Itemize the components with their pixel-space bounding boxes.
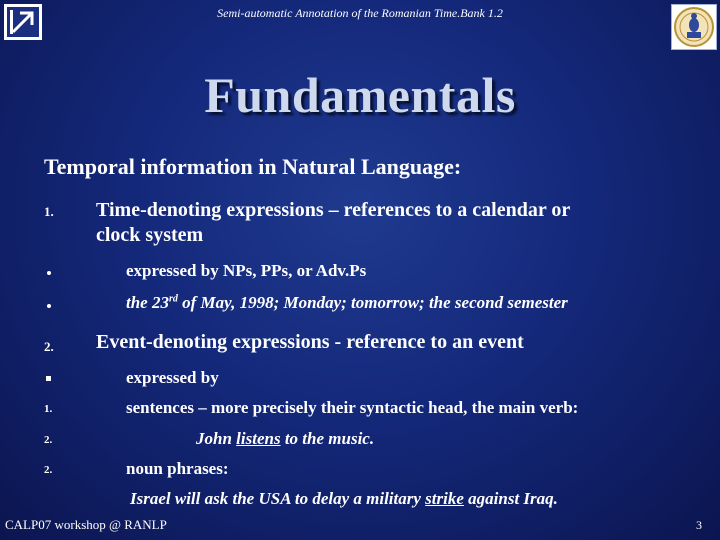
list-marker-2-2: 2. xyxy=(44,464,53,476)
page-number: 3 xyxy=(696,518,702,532)
item1-sub2-post: of May, 1998; Monday; tomorrow; the second semester xyxy=(177,293,568,312)
slide-title: Fundamentals xyxy=(204,67,516,123)
example2-underlined: strike xyxy=(425,489,464,508)
list-marker-2: 2. xyxy=(44,339,54,354)
university-seal-icon xyxy=(671,4,717,50)
example2-pre: Israel will ask the USA to delay a military xyxy=(130,489,426,508)
item1-sub2 xyxy=(126,293,706,313)
example1 xyxy=(196,429,720,449)
example1-post: to the music. xyxy=(280,429,375,448)
item2-sub-2-text: noun phrases: xyxy=(126,459,229,478)
item2-sub: expressed by xyxy=(126,368,219,387)
list-marker-1: 1. xyxy=(44,204,54,219)
running-title: Semi-automatic Annotation of the Romanian Time.Bank 1.2 xyxy=(217,6,503,20)
slide-subtitle: Temporal information in Natural Language: xyxy=(44,154,462,179)
item1-sub2-pre: the 23 xyxy=(126,293,169,312)
bullet-dot-icon xyxy=(47,271,51,275)
item2-text: Event-denoting expressions - reference to an event xyxy=(96,331,524,353)
item1-line2: clock system xyxy=(96,224,204,246)
footer-venue: CALP07 workshop @ RANLP xyxy=(5,517,167,532)
item1-sub2-sup: rd xyxy=(168,293,178,305)
list-marker-example1: 2. xyxy=(44,434,53,446)
bullet-square-icon xyxy=(46,376,51,381)
item2-sub-1-text: sentences – more precisely their syntactic head, the main verb: xyxy=(126,398,579,417)
list-marker-2-1: 1. xyxy=(44,403,53,415)
example2-post: against Iraq. xyxy=(463,489,558,508)
item1-text xyxy=(96,198,696,248)
item1-line1: Time-denoting expressions – references to a calendar or xyxy=(96,199,571,221)
bullet-dot-icon xyxy=(47,304,51,308)
example1-underlined: listens xyxy=(236,429,281,448)
example1-pre: John xyxy=(196,429,237,448)
example2 xyxy=(130,489,710,509)
item1-sub1: expressed by NPs, PPs, or Adv.Ps xyxy=(126,261,367,280)
